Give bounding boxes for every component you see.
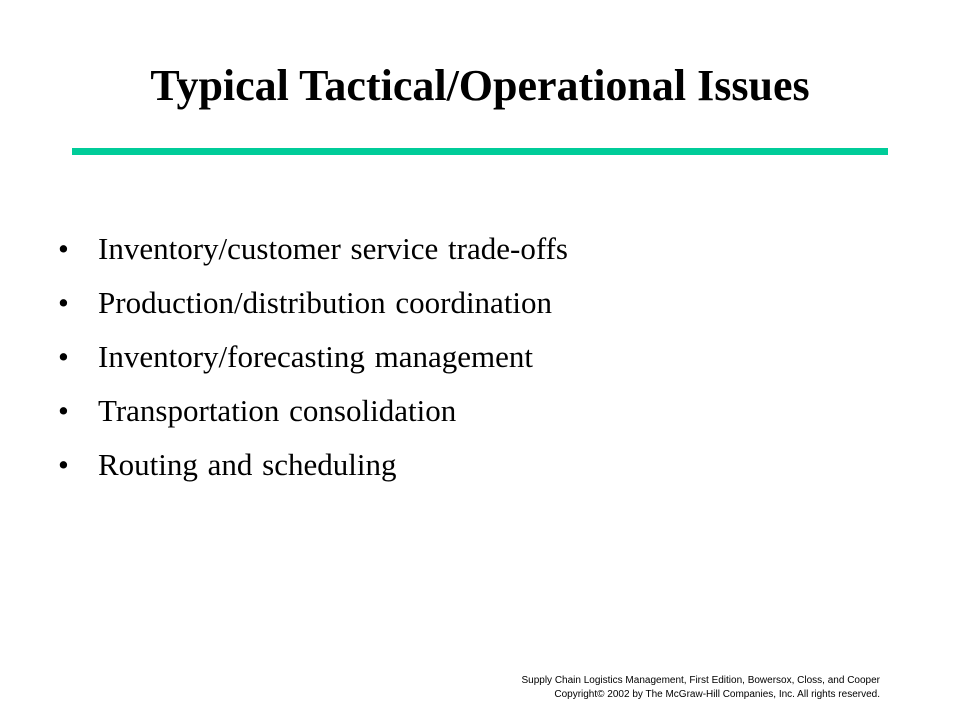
bullet-dot-icon: •	[58, 393, 69, 428]
bullet-text: Transportation consolidation	[98, 393, 457, 428]
copyright-footer	[521, 674, 880, 702]
bullet-dot-icon: •	[58, 285, 69, 320]
slide-title: Typical Tactical/Operational Issues	[150, 61, 810, 110]
bullet-text: Production/distribution coordination	[98, 285, 553, 320]
bullet-dot-icon: •	[58, 231, 69, 266]
bullet-dot-icon: •	[58, 339, 69, 374]
bullet-dot-icon: •	[58, 447, 69, 482]
footer-copyright: Copyright© 2002 by The McGraw-Hill Companies, Inc. All rights reserved.	[554, 689, 880, 700]
bullet-text: Inventory/forecasting management	[98, 339, 533, 374]
title-underline-rule	[72, 148, 888, 155]
bullet-text: Inventory/customer service trade-offs	[98, 231, 568, 266]
footer-citation: Supply Chain Logistics Management, First Edition, Bowersox, Closs, and Cooper	[521, 675, 880, 686]
bullet-text: Routing and scheduling	[98, 447, 397, 482]
